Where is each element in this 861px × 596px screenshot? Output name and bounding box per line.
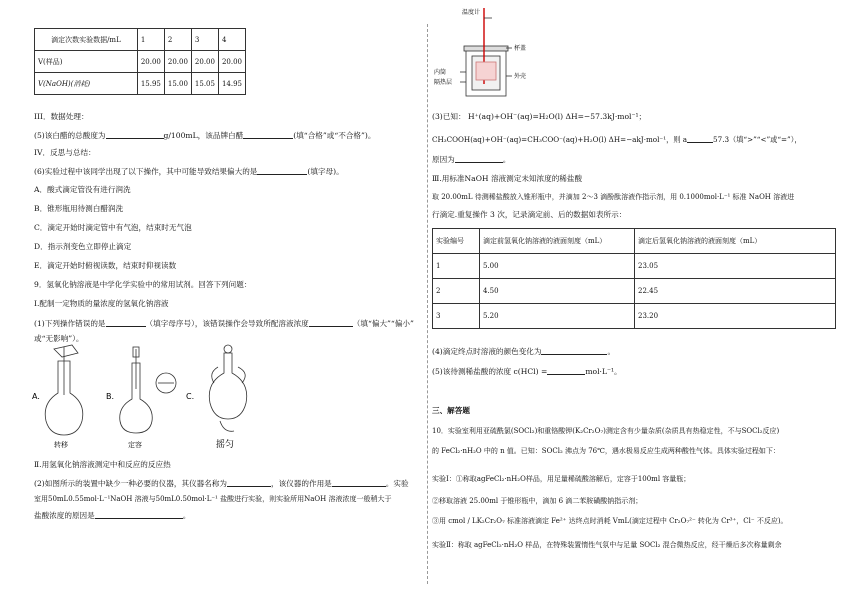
calorimeter-figure: [432, 4, 562, 100]
table-cell: 1: [433, 254, 480, 279]
table-cell: V(样品): [35, 51, 138, 73]
question-6: (6)实验过程中该同学出现了以下操作，其中可能导致结果偏大的是 (填字母)。: [34, 167, 344, 176]
question-3: (3)已知： H⁺(aq)+OH⁻(aq)=H₂O(l) ΔH=−57.3kJ·mol⁻¹；: [432, 112, 647, 121]
table-row: [35, 51, 246, 73]
caption-b: 定容: [128, 441, 142, 449]
table-cell: 20.00: [218, 51, 245, 73]
figure-label-c: C.: [186, 392, 195, 401]
part-3-text: 取 20.00mL 待测稀盐酸放入锥形瓶中，并滴加 2～3 滴酚酞溶液作指示剂，用 0.1000mol·L⁻¹ 标准 NaOH 溶液进: [432, 193, 795, 201]
table-cell: 5.20: [480, 304, 635, 329]
answer-blank[interactable]: [547, 366, 585, 375]
table-header-cell: 滴定前氢氧化钠溶液的液面刻度（mL）: [480, 229, 635, 254]
question-10: 10．实验室利用亚硫酰氯(SOCl₂)和重铬酸钾(K₂Cr₂O₇)测定含有少量杂质(杂质具有热稳定性，不与SOCl₂反应): [432, 427, 780, 435]
calorimeter-icon: [460, 8, 512, 96]
question-5-right: (5)该待测稀盐酸的浓度 c(HCl) = mol·L⁻¹。: [432, 367, 622, 376]
option-c: C．滴定开始时滴定管中有气泡，结束时无气泡: [34, 223, 192, 232]
table-header-cell: 4: [218, 29, 245, 51]
experiment-1-step-1: 实验Ⅰ：①称取agFeCl₂·nH₂O样品，用足量稀硫酸溶解后，定容于100ml 容量瓶；: [432, 475, 691, 483]
answer-blank[interactable]: [332, 478, 386, 487]
table-cell: 20.00: [191, 51, 218, 73]
question-3-reason: 原因为 。: [432, 155, 511, 164]
question-1-cont: 或“无影响”）。: [34, 334, 84, 343]
table-cell: 3: [433, 304, 480, 329]
figure-label-a: A.: [32, 392, 40, 401]
table-cell: 22.45: [635, 279, 836, 304]
table-row: [433, 254, 836, 279]
table-cell: 15.95: [137, 73, 164, 95]
operations-figure: [28, 343, 268, 453]
table-header-cell: 实验编号: [433, 229, 480, 254]
table-header-cell: 1: [137, 29, 164, 51]
table-cell: 5.00: [480, 254, 635, 279]
answer-blank[interactable]: [106, 318, 146, 327]
experiment-1-step-2: ②移取溶液 25.00ml 于锥形瓶中，滴加 6 滴二苯胺磺酸钠指示剂；: [432, 497, 643, 505]
answer-blank[interactable]: [455, 154, 503, 163]
option-e: E．滴定开始时俯视读数，结束时仰视读数: [34, 261, 177, 270]
part-heading: Ⅱ.用氢氧化钠溶液测定中和反应的反应热: [34, 460, 171, 469]
part-3-text-2: 行滴定.重复操作 3 次，记录滴定前、后的数据如表所示：: [432, 210, 627, 219]
table-header-cell: 2: [164, 29, 191, 51]
table-cell: 15.00: [164, 73, 191, 95]
answer-blank[interactable]: [541, 346, 607, 355]
label-cover: 杯盖: [514, 45, 527, 52]
table-cell: 15.05: [191, 73, 218, 95]
answer-blank[interactable]: [309, 318, 353, 327]
option-b: B．锥形瓶用待测白醋润洗: [34, 204, 124, 213]
dropper-flask-icon: [120, 347, 176, 433]
table-header-cell: 3: [191, 29, 218, 51]
label-insulation: 隔热层: [434, 79, 453, 86]
table-header-cell: 滴定后氢氧化钠溶液的液面刻度（mL）: [635, 229, 836, 254]
table-header-row: [35, 29, 246, 51]
table-cell: 23.20: [635, 304, 836, 329]
titration-data-table: [34, 28, 246, 95]
table-cell: 4.50: [480, 279, 635, 304]
answer-blank[interactable]: [106, 130, 164, 139]
experiment-1-step-3: ③用 cmol / LK₂Cr₂O₇ 标准溶液滴定 Fe²⁺ 达终点时消耗 VmL(滴定过程中 Cr₂O₇²⁻ 转化为 Cr³⁺，Cl⁻ 不反应)。: [432, 517, 788, 525]
answer-blank[interactable]: [95, 510, 183, 519]
question-2-cont2: 盐酸浓度的原因是 。: [34, 511, 191, 520]
titration-record-table: [432, 228, 836, 329]
table-row: [433, 279, 836, 304]
answer-blank[interactable]: [243, 130, 293, 139]
volumetric-flask-icon: [45, 345, 83, 435]
table-row: [433, 304, 836, 329]
table-cell: 20.00: [137, 51, 164, 73]
part-heading: Ⅲ.用标准NaOH 溶液测定未知浓度的稀盐酸: [432, 174, 583, 183]
answer-blank[interactable]: [227, 478, 271, 487]
caption-c: 摇匀: [216, 440, 235, 450]
answer-blank[interactable]: [257, 166, 307, 175]
question-10-cont: 的 FeCl₂·nH₂O 中的 n 值。已知：SOCl₂ 沸点为 76℃，遇水极易反应生成两种酸性气体。具体实验过程如下：: [432, 447, 780, 455]
table-cell: 23.05: [635, 254, 836, 279]
section-heading: IV．反思与总结：: [34, 148, 96, 157]
answer-blank[interactable]: [687, 134, 713, 143]
table-cell: 14.95: [218, 73, 245, 95]
table-row: [35, 73, 246, 95]
question-5: (5)该白醋的总酸度为 g/100mL，该品牌白醋 (填“合格”或“不合格”)。: [34, 131, 376, 140]
table-header-row: [433, 229, 836, 254]
table-header-cell: 滴定次数实验数据/mL: [35, 29, 138, 51]
table-cell: V(NaOH)(消耗): [35, 73, 138, 95]
section-heading: 三、解答题: [432, 406, 470, 415]
label-thermometer: 温度计: [462, 9, 481, 16]
question-4: (4)滴定终点时溶液的颜色变化为 。: [432, 347, 616, 356]
part-heading: Ⅰ.配制一定物质的量浓度的氢氧化钠溶液: [34, 299, 169, 308]
figure-label-b: B.: [106, 392, 115, 401]
question-2-cont: 室用50mL0.55mol·L⁻¹NaOH 溶液与50mL0.50mol·L⁻¹ 盐酸进行实验，则实验所用NaOH 溶液浓度一般稍大于: [34, 495, 392, 503]
column-divider: [427, 24, 428, 584]
label-inner: 内筒: [434, 69, 447, 76]
experiment-2: 实验Ⅱ：称取 agFeCl₂·nH₂O 样品，在特殊装置惰性气氛中与足量 SOCl₂ 混合微热反应，经干燥后多次称量剩余: [432, 541, 782, 549]
option-d: D．指示剂变色立即停止滴定: [34, 242, 132, 251]
section-heading: III．数据处理：: [34, 112, 89, 121]
question-3-eq: CH₃COOH(aq)+OH⁻(aq)=CH₃COO⁻(aq)+H₂O(l) ΔH=−akJ·mol⁻¹，则 a 57.3（填“>”“<”或“=”），: [432, 135, 802, 144]
question-1: (1)下列操作错误的是 （填字母序号），该错误操作会导致所配溶液浓度 （填“偏大”“偏小”: [34, 319, 414, 328]
label-outer: 外壳: [514, 73, 527, 80]
shaking-flask-icon: [209, 345, 246, 431]
table-cell: 20.00: [164, 51, 191, 73]
question-9: 9．氢氧化钠溶液是中学化学实验中的常用试剂。回答下列问题：: [34, 280, 252, 289]
question-2: (2)如图所示的装置中缺少一种必要的仪器，其仪器名称为 ，该仪器的作用是 。实验: [34, 479, 409, 488]
table-cell: 2: [433, 279, 480, 304]
caption-a: 转移: [54, 441, 68, 449]
option-a: A．酸式滴定管没有进行润洗: [34, 185, 131, 194]
